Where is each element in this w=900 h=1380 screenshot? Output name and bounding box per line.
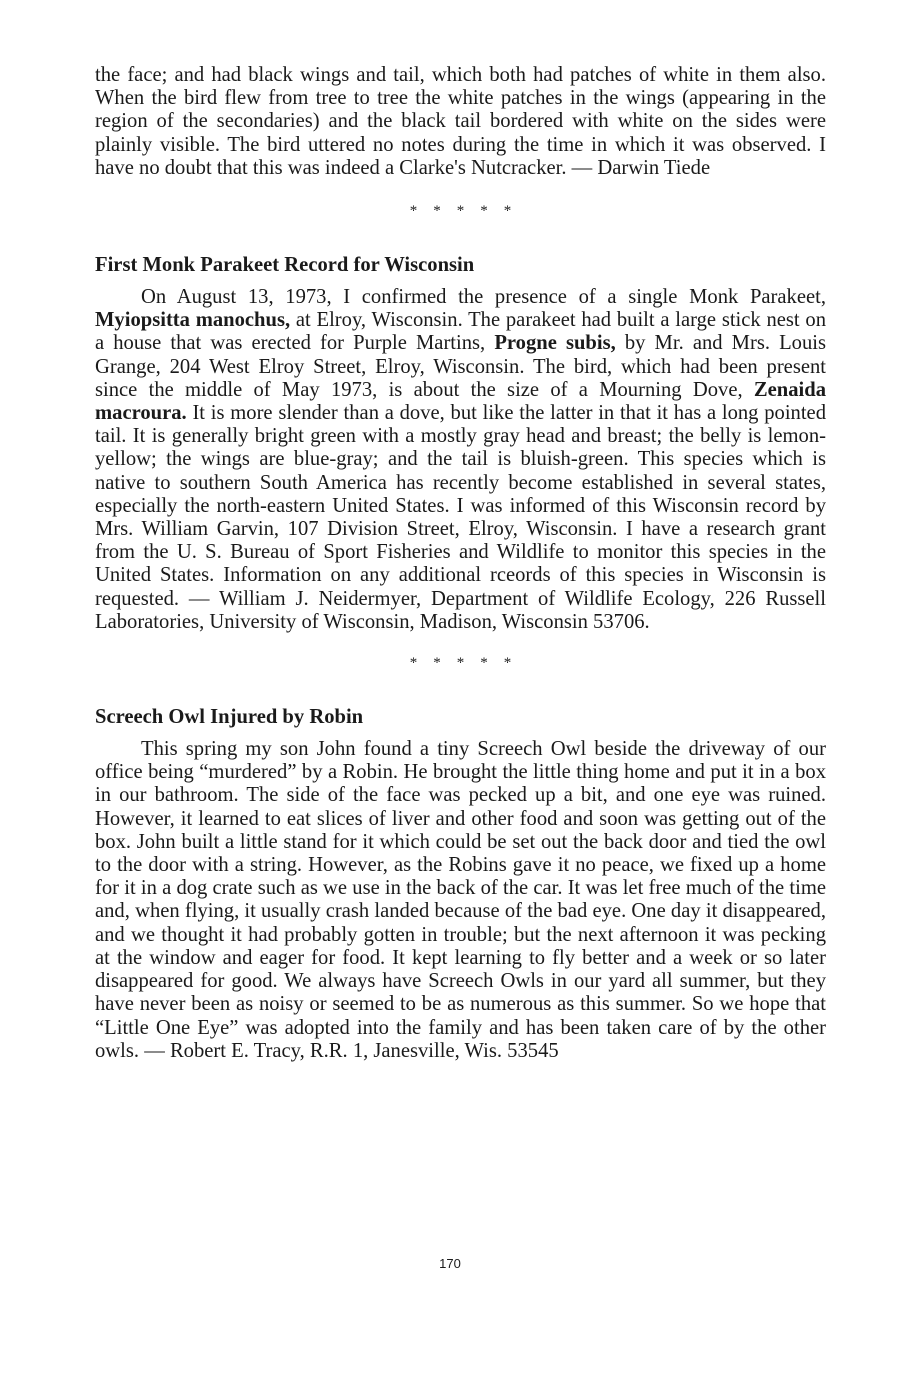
separator-star: * [456,655,465,672]
separator-star: * [503,203,512,220]
section-separator-2 [95,655,826,672]
separator-star: * [433,203,441,220]
section-separator-1 [95,203,826,220]
separator-star: * [409,655,418,672]
separator-star: * [480,203,488,220]
article-title-monk-parakeet: First Monk Parakeet Record for Wisconsin [95,254,475,277]
scientific-name: Zenaida macroura. [95,378,826,425]
page-body [95,64,826,1063]
page-number: 170 [439,1256,461,1271]
separator-star: * [409,203,418,220]
article-body-monk-parakeet [95,286,826,634]
separator-star: * [503,655,512,672]
body-text: On August 13, 1973, I confirmed the presence of a single Monk Parakeet, [141,286,826,309]
article-title-screech-owl: Screech Owl Injured by Robin [95,706,364,729]
intro-paragraph: the face; and had black wings and tail, which both had patches of white in them also. When the bird flew from tree to tree the white patches in the wings (appearing in the region of the secondaries) and the black tail bordered with white on the sides were plainly visible. The bird uttered no notes during the time in which it was observed. I have no doubt that this was indeed a Clarke's Nutcracker. — Darwin Tiede [95,64,826,179]
body-text: It is more slender than a dove, but like the latter in that it has a long pointed tail. It is generally bright green with a mostly gray head and breast; the belly is lemon-yellow; the wings are blue-gray; and the tail is bluish-green. This species which is native to southern South America has recently become established in several states, especially the north-eastern United States. I was informed of this Wisconsin record by Mrs. William Garvin, 107 Division Street, Elroy, Wisconsin. I have a research grant from the U. S. Bureau of Sport Fisheries and Wildlife to monitor this species in the United States. Information on any additional rceords of this species in Wisconsin is requested. — William J. Neidermyer, Department of Wildlife Ecology, 226 Russell Laboratories, University of Wisconsin, Madison, Wisconsin 53706. [95,402,826,633]
scientific-name: Myiopsitta manochus, [95,309,291,332]
separator-star: * [480,655,488,672]
separator-star: * [433,655,441,672]
article-body-screech-owl: This spring my son John found a tiny Screech Owl beside the driveway of our office being “murdered” by a Robin. He brought the little thing home and put it in a box in our bathroom. The side of the face was pecked up a bit, and one eye was ruined. However, it learned to eat slices of liver and other food and soon was getting out of the box. John built a little stand for it which could be set out the back door and tied the owl to the door with a string. However, as the Robins gave it no peace, we fixed up a home for it in a dog crate such as we use in the back of the car. It was let free much of the time and, when flying, it usually crash landed because of the bad eye. One day it disappeared, and we thought it had probably gotten in trouble; but the next afternoon it was pecking at the window and eager for food. It kept learning to fly better and a week or so later disappeared for good. We always have Screech Owls in our yard all summer, but they have never been as noisy or seemed to be as numerous as this summer. So we hope that “Little One Eye” was adopted into the family and has been taken care of by the other owls. — Robert E. Tracy, R.R. 1, Janesville, Wis. 53545 [95,738,826,1062]
separator-star: * [456,203,465,220]
scientific-name: Progne subis, [494,332,616,355]
body-text: by Mr. and Mrs. Louis Grange, 204 West Elroy Street, Elroy, Wisconsin. The bird, which had been present since the middle of May 1973, is about the size of a Mourning Dove, [95,332,826,401]
body-text: at Elroy, Wisconsin. The parakeet had built a large stick nest on a house that was erected for Purple Martins, [95,309,826,355]
